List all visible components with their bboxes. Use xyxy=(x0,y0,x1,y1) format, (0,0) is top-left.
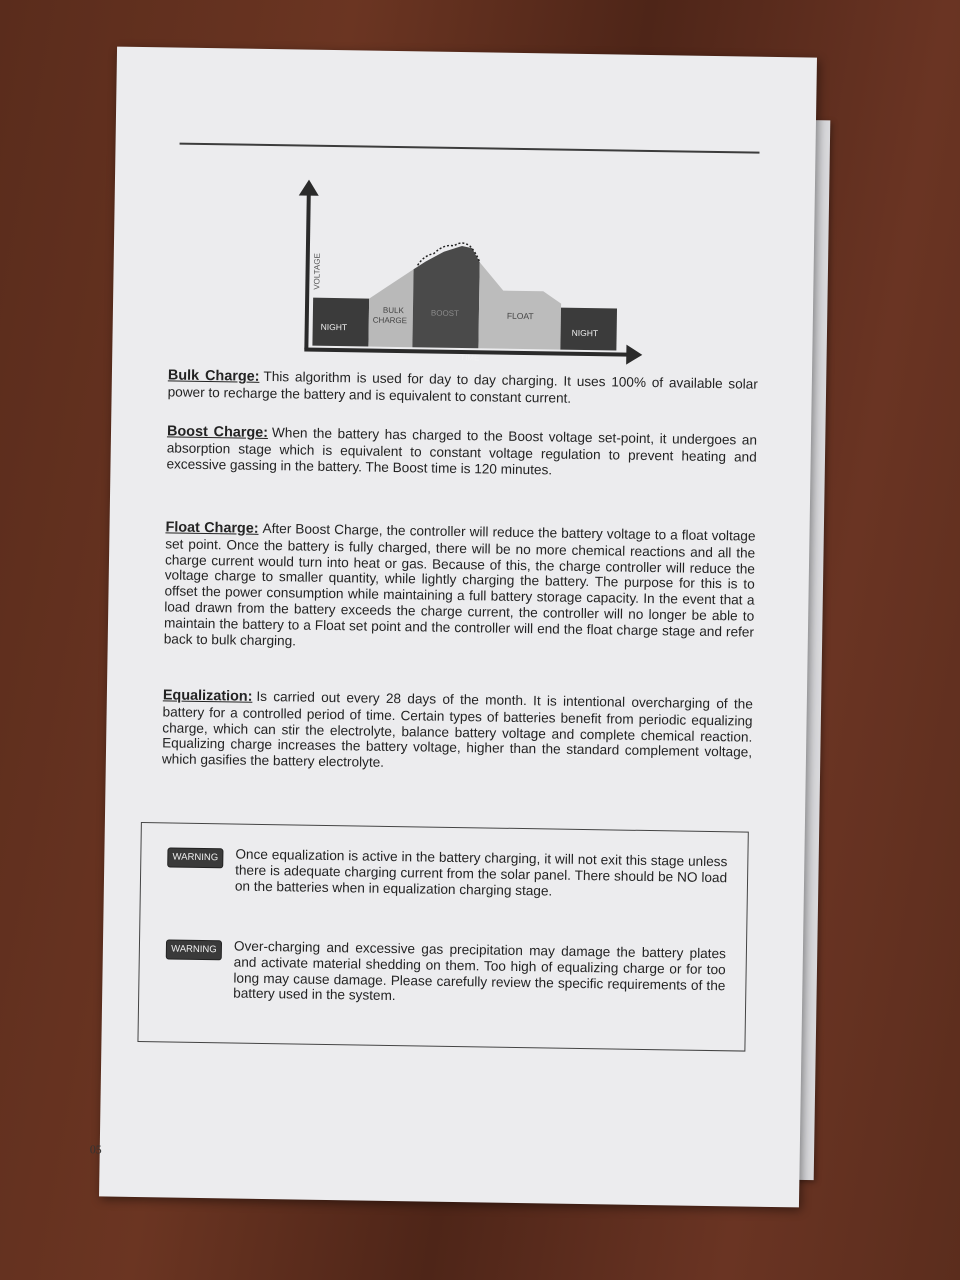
stage-label-charge-line: CHARGE xyxy=(372,315,408,326)
equalization-body: Is carried out every 28 days of the month. It is intentional overcharging of the battery for a controlled period of time. Certain types of batteries benefit from periodic equalizing charge, which can stir the electrolyte, balance battery voltage and complete chemical reaction. Equalizing charge increases the battery voltage, higher than the standard complement voltage, which gasifies the battery electrolyte. xyxy=(161,688,753,771)
x-axis-arrow xyxy=(626,345,642,365)
stage-boost xyxy=(412,245,480,348)
header-rule xyxy=(180,143,760,154)
warning-box xyxy=(137,822,748,1052)
stage-label-night-2: NIGHT xyxy=(571,327,599,339)
stage-label-float: FLOAT xyxy=(506,310,534,322)
stage-label-night-1: NIGHT xyxy=(320,321,348,333)
charging-stages-svg xyxy=(292,177,655,383)
boost-charge-heading: Boost Charge: xyxy=(166,423,269,441)
warning-badge: WARNING xyxy=(167,847,223,868)
equalization-heading: Equalization: xyxy=(162,687,253,705)
y-axis xyxy=(306,192,308,350)
warning-item xyxy=(165,937,726,1009)
warning-badge: WARNING xyxy=(166,939,222,960)
charging-stages-chart xyxy=(292,177,655,383)
bulk-charge-heading: Bulk Charge: xyxy=(167,367,260,385)
warning-item xyxy=(167,845,728,901)
warning-text: Over-charging and excessive gas precipitation may damage the battery plates and activate material shedding on them. Too high of equalizing charge or for too long may cause damage. Please carefully review the specific requirements of the battery used in the system. xyxy=(233,938,727,1004)
section-boost-charge xyxy=(166,423,757,481)
y-axis-label: VOLTAGE xyxy=(312,253,322,290)
section-float-charge xyxy=(164,519,756,656)
manual-page xyxy=(89,47,817,1208)
stage-label-bulk-line: BULK xyxy=(382,305,404,316)
y-axis-arrow xyxy=(299,179,319,195)
float-charge-body: After Boost Charge, the controller will reduce the battery voltage to a float voltage set point. Once the battery is fully charged, there will be no more chemical reactions and all the charge current would turn into heat or gas. Because of this, the charge controller will reduce the voltage charge to smaller quantity, while lightly charging the battery. The purpose for this is to offset the power consumption while maintaining a full battery storage capacity. In the event that a load drawn from the battery exceeds the charge current, the controller will no longer be able to maintain the battery to a Float set point and the controller will end the float charge stage and refer back to bulk charging. xyxy=(163,520,756,649)
stage-float xyxy=(478,262,561,349)
boost-charge-body: When the battery has charged to the Boost voltage set-point, it undergoes an absorption stage which is equivalent to constant voltage regulation to prevent heating and excessive gassing in the battery. The Boost time is 120 minutes. xyxy=(166,425,758,478)
section-equalization xyxy=(162,687,753,776)
x-axis-label: TIME xyxy=(460,353,480,363)
bulk-charge-body: This algorithm is used for day to day charging. It uses 100% of available solar power to recharge the battery and is equivalent to constant current. xyxy=(167,368,758,406)
section-bulk-charge xyxy=(168,367,758,409)
warning-text: Once equalization is active in the battery charging, it will not exit this stage unless there is adequate charging current from the solar panel. There should be NO load on the batteries when in equalization charging stage. xyxy=(234,846,728,899)
page-number: 05 xyxy=(89,1142,102,1157)
stage-label-boost: BOOST xyxy=(430,308,460,318)
float-charge-heading: Float Charge: xyxy=(165,519,259,537)
